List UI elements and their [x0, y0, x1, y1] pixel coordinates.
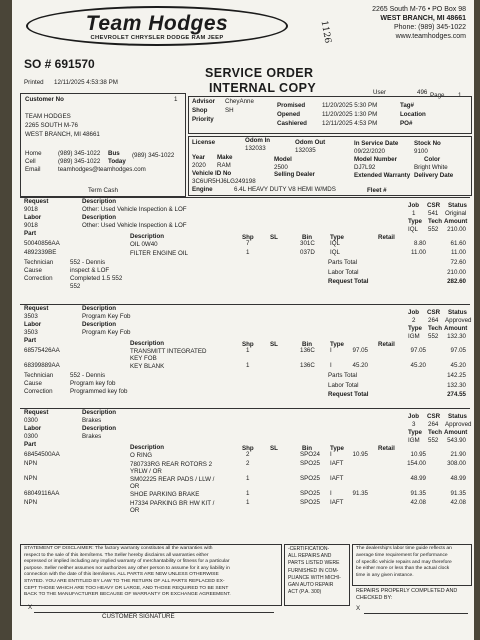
customer-city: WEST BRANCH, MI 48661 — [25, 131, 100, 138]
sl-label: SL — [270, 445, 278, 452]
certification-line: PARTS LISTED WERE — [288, 560, 340, 567]
labor-amount: 210.00 — [447, 226, 466, 233]
status-label: Status — [448, 413, 467, 420]
labor-description: Program Key Fob — [82, 329, 131, 336]
priority-label: Priority — [192, 116, 214, 123]
sl-label: SL — [270, 234, 278, 241]
labor-description-label: Description — [82, 321, 117, 328]
labor-amount: 543.90 — [447, 437, 466, 444]
csr-label: CSR — [427, 309, 441, 316]
part-shp: 2 — [246, 451, 250, 458]
bin-label: Bin — [302, 445, 312, 452]
part-type: I — [330, 347, 332, 354]
part-bin: SPO24 — [300, 451, 320, 458]
labor-code: 9018 — [24, 222, 38, 229]
parts-total: 72.60 — [450, 259, 466, 266]
part-bin: 136C — [300, 362, 315, 369]
retail-label: Retail — [378, 234, 395, 241]
bin-label: Bin — [302, 341, 312, 348]
part-ext: 154.00 — [407, 460, 426, 467]
part-number: NPN — [24, 475, 38, 482]
vin: 3C6UR5HJ6LG249198 — [192, 178, 256, 185]
technician-name: 552 - Dennis — [70, 372, 106, 379]
part-shp: 1 — [246, 490, 250, 497]
technician-label: Technician — [24, 259, 54, 266]
csr-number: 264 — [428, 421, 439, 428]
labor-notice-line: of specific vehicle repairs and may therefore — [356, 559, 452, 565]
certification-line: GAN AUTO REPAIR — [288, 582, 334, 588]
home-label: Home — [25, 150, 42, 157]
correction-text: Programmed key fob — [70, 388, 128, 395]
checked-by-line — [364, 613, 468, 614]
cause-text: inspect & LOF — [70, 267, 110, 274]
part-description: FILTER ENGINE OIL — [130, 250, 188, 257]
po-label: PO# — [400, 120, 413, 127]
csr-number: 264 — [428, 317, 439, 324]
part-number: 68399889AA — [24, 362, 60, 369]
correction-text-line2: 552 — [70, 283, 81, 290]
certification-line: PLIANCE WITH MICHI- — [288, 574, 341, 581]
job-number: 2 — [412, 317, 416, 324]
in-service-label: In Service Date — [354, 140, 399, 147]
part-bin: SPO25 — [300, 490, 320, 497]
labor-total: 132.30 — [447, 382, 466, 389]
internal-copy-title: INTERNAL COPY — [209, 81, 317, 95]
part-description: SHOE PARKING BRAKE — [130, 491, 200, 498]
part-ext: 97.05 — [410, 347, 426, 354]
part-bin: 301C — [300, 240, 315, 247]
disclaimer-line: expressed or implied including any implied warranty of merchantability or fitness for a particular — [24, 559, 230, 565]
labor-description-label: Description — [82, 214, 117, 221]
stock-number: 9100 — [414, 148, 428, 155]
email-label: Email — [25, 166, 41, 173]
cell-label: Cell — [25, 158, 36, 165]
parts-total: 142.25 — [447, 372, 466, 379]
tech-label: Tech — [428, 218, 442, 225]
location-label: Location — [400, 111, 426, 118]
odom-out: 132035 — [295, 147, 316, 154]
model-number-label: Model Number — [354, 156, 397, 163]
request-description: Other: Used Vehicle Inspection & LOF — [82, 206, 187, 213]
request-total-label: Request Total — [328, 278, 369, 285]
technician-label: Technician — [24, 372, 54, 379]
part-type: I — [330, 362, 332, 369]
user-number: 496 — [417, 89, 428, 96]
part-ext: 45.20 — [410, 362, 426, 369]
part-type-label: Type — [330, 234, 344, 241]
part-shp: 2 — [246, 460, 250, 467]
technician-name: 552 - Dennis — [70, 259, 106, 266]
part-type: IAFT — [330, 499, 344, 506]
request-label: Request — [24, 409, 49, 416]
vehicle-year: 2020 — [192, 162, 206, 169]
disclaimer-line: connection with the date of this item/items. ALL PARTS ARE NEW UNLESS OTHERWISE — [24, 572, 219, 578]
part-number: 50040856AA — [24, 240, 60, 247]
extended-warranty-label: Extended Warranty — [354, 172, 411, 179]
labor-tech: 552 — [428, 333, 439, 340]
labor-notice-line: time in any given instance. — [356, 573, 414, 579]
csr-label: CSR — [427, 202, 441, 209]
part-description-label: Description — [130, 233, 165, 240]
part-shp: 1 — [246, 347, 250, 354]
printed-date: 12/11/2025 4:53:38 PM — [54, 79, 118, 86]
part-retail: 91.35 — [352, 490, 368, 497]
disclaimer-line: BACK TO THE MANUFACTURER BECAUSE OF WARRANTY OR EXCHANGE AGREEMENT. — [24, 592, 231, 598]
customer-number: 1 — [174, 96, 178, 103]
part-retail: 45.20 — [352, 362, 368, 369]
labor-label: Labor — [24, 214, 42, 221]
status-label: Status — [448, 202, 467, 209]
request-code: 9018 — [24, 206, 38, 213]
amount-label: Amount — [444, 218, 468, 225]
part-bin: SPO25 — [300, 475, 320, 482]
customer-term: Term Cash — [88, 187, 118, 194]
vin-label: Vehicle ID No — [192, 170, 232, 177]
license-label: License — [192, 139, 216, 146]
labor-tech: 552 — [428, 437, 439, 444]
part-bin: SPO25 — [300, 499, 320, 506]
part-retail: 10.95 — [352, 451, 368, 458]
part-description-label: Description — [130, 340, 165, 347]
part-type-label: Type — [330, 341, 344, 348]
page-label: Page — [430, 92, 445, 99]
request-total: 282.60 — [447, 278, 466, 285]
today-label: Today — [108, 158, 126, 165]
tech-label: Tech — [428, 429, 442, 436]
job-number: 1 — [412, 210, 416, 217]
dealer-phone: Phone: (989) 345-1022 — [394, 24, 466, 31]
bus-phone: (989) 345-1022 — [132, 152, 175, 159]
correction-text: Completed 1.5 552 — [70, 275, 123, 282]
certification-line: ACT (P.A. 300) — [288, 589, 322, 596]
job-label: Job — [408, 413, 420, 420]
labor-notice-line: be either more or less than the actual clock — [356, 566, 450, 572]
part-number: NPN — [24, 460, 38, 467]
model-label: Model — [274, 156, 292, 163]
promised-label: Promised — [277, 102, 306, 109]
type-label: Type — [408, 325, 422, 332]
cell-phone: (989) 345-1022 — [58, 158, 101, 165]
shp-label: Shp — [242, 234, 254, 241]
labor-description-label: Description — [82, 425, 117, 432]
model-number: DJ7L92 — [354, 164, 376, 171]
certification-line: ALL REPAIRS AND — [288, 553, 332, 560]
opened-date: 11/20/2025 1:30 PM — [322, 111, 378, 118]
part-ext: 11.00 — [410, 249, 426, 256]
part-description: KEY BLANK — [130, 363, 165, 370]
dealer-city: WEST BRANCH, MI 48661 — [380, 15, 466, 22]
user-label: User — [373, 89, 387, 96]
opened-label: Opened — [277, 111, 301, 118]
advisor-name: CheyAnne — [225, 98, 254, 105]
tag-label: Tag# — [400, 102, 414, 109]
part-ext: 8.80 — [413, 240, 426, 247]
dealer-logo — [26, 6, 288, 46]
type-label: Type — [408, 218, 422, 225]
job-status: Approved — [445, 317, 472, 324]
part-shp: 1 — [246, 499, 250, 506]
job-label: Job — [408, 309, 420, 316]
part-ext: 48.99 — [410, 475, 426, 482]
delivery-date-label: Delivery Date — [414, 172, 454, 179]
cashiered-date: 12/11/2025 4:53 PM — [322, 120, 378, 127]
fleet-label: Fleet # — [367, 187, 387, 194]
engine-description: 6.4L HEAVY DUTY V8 HEMI W/MDS — [234, 186, 336, 193]
dealer-website: www.teamhodges.com — [395, 33, 466, 40]
stock-label: Stock No — [414, 140, 441, 147]
part-bin: SPO25 — [300, 460, 320, 467]
service-order-sheet — [12, 0, 474, 640]
part-ext: 91.35 — [410, 490, 426, 497]
vehicle-model: 2500 — [274, 164, 288, 171]
part-type: I — [330, 490, 332, 497]
labor-label: Labor — [24, 321, 42, 328]
part-type-label: Type — [330, 445, 344, 452]
part-ext: 42.08 — [410, 499, 426, 506]
shop-label: Shop — [192, 107, 208, 114]
part-number: NPN — [24, 499, 38, 506]
part-amount: 308.00 — [447, 460, 466, 467]
request-description-label: Description — [82, 409, 117, 416]
part-description: OIL 0W40 — [130, 241, 158, 248]
amount-label: Amount — [444, 429, 468, 436]
part-description: H7334 PARKING BR HW KIT / OR — [130, 500, 215, 515]
part-description: TRANSMITT INTEGRATED KEY FOB — [130, 348, 207, 363]
labor-tech: 552 — [428, 226, 439, 233]
year-label: Year — [192, 154, 206, 161]
cashiered-label: Cashiered — [277, 120, 307, 127]
job-label: Job — [408, 202, 420, 209]
retail-label: Retail — [378, 445, 395, 452]
part-description: SM02225 REAR PADS / LLW / OR — [130, 476, 215, 491]
request-description: Brakes — [82, 417, 102, 424]
part-amount: 11.00 — [450, 249, 466, 256]
in-service-date: 09/22/2020 — [354, 148, 385, 155]
part-retail: 97.05 — [352, 347, 368, 354]
promised-date: 11/20/2025 5:30 PM — [322, 102, 378, 109]
certification-line: FURNISHED IN COM- — [288, 567, 339, 574]
part-shp: 1 — [246, 249, 250, 256]
part-amount: 97.05 — [450, 347, 466, 354]
disclaimer-line: STATEMENT OF DISCLAIMER: The factory warranty constitutes all the warranties with — [24, 546, 213, 551]
part-shp: 1 — [246, 362, 250, 369]
checked-by-x: X — [356, 605, 361, 612]
customer-heading: Customer No — [25, 96, 64, 103]
amount-label: Amount — [444, 325, 468, 332]
bin-label: Bin — [302, 234, 312, 241]
printed-label: Printed — [24, 79, 44, 86]
part-amount: 91.35 — [450, 490, 466, 497]
checked-by-label: CHECKED BY: — [356, 595, 393, 601]
shop-value: SH — [225, 107, 234, 114]
part-label: Part — [24, 337, 37, 344]
csr-label: CSR — [427, 413, 441, 420]
engine-label: Engine — [192, 186, 213, 193]
dealer-address: 2265 South M-76 • PO Box 98 — [372, 6, 466, 13]
parts-total-label: Parts Total — [328, 259, 358, 266]
odom-in: 132033 — [245, 145, 266, 152]
dealer-logo-brands: CHEVROLET CHRYSLER DODGE RAM JEEP — [90, 35, 224, 41]
repairs-completed-label: REPAIRS PROPERLY COMPLETED AND — [356, 588, 458, 594]
part-bin: 136C — [300, 347, 315, 354]
cause-label: Cause — [24, 267, 42, 274]
dealer-logo-name: Team Hodges — [85, 12, 229, 35]
part-number: 4892339BE — [24, 249, 57, 256]
part-shp: 7 — [246, 240, 250, 247]
tech-label: Tech — [428, 325, 442, 332]
labor-type: IGM — [408, 437, 420, 444]
part-amount: 42.08 — [450, 499, 466, 506]
odom-out-label: Odom Out — [295, 139, 326, 146]
part-label: Part — [24, 230, 37, 237]
customer-signature-label: CUSTOMER SIGNATURE — [102, 613, 175, 620]
job-number: 3 — [412, 421, 416, 428]
part-type: IQL — [330, 240, 340, 247]
part-number: 68454500AA — [24, 451, 60, 458]
correction-label: Correction — [24, 388, 53, 395]
disclaimer-line: STATED. YOU ARE ENTITLED BY LAW TO THE RETURN OF ALL PARTS REPLACED EX- — [24, 579, 225, 584]
advisor-label: Advisor — [192, 98, 216, 105]
customer-box — [20, 93, 186, 197]
disclaimer-line: CEPT THOSE WHICH ARE TOO HEAVY OR LARGE, AND THOSE REQUIRED TO BE SENT — [24, 585, 229, 591]
color-label: Color — [424, 156, 441, 163]
odom-in-label: Odom In — [245, 137, 271, 144]
status-label: Status — [448, 309, 467, 316]
labor-amount: 132.30 — [447, 333, 466, 340]
part-description: O RING — [130, 452, 153, 459]
part-amount: 45.20 — [450, 362, 466, 369]
csr-number: 541 — [428, 210, 439, 217]
part-shp: 1 — [246, 475, 250, 482]
part-label: Part — [24, 441, 37, 448]
selling-dealer-label: Selling Dealer — [274, 171, 315, 178]
labor-notice-line: The dealership's labor time guide reflects an — [356, 546, 452, 551]
retail-label: Retail — [378, 341, 395, 348]
labor-code: 3503 — [24, 329, 38, 336]
request-description-label: Description — [82, 305, 117, 312]
part-number: 68049116AA — [24, 490, 60, 497]
cause-text: Program key fob — [70, 380, 116, 387]
part-type: I — [330, 451, 332, 458]
request-total: 274.55 — [447, 391, 466, 398]
correction-label: Correction — [24, 275, 53, 282]
labor-code: 0300 — [24, 433, 38, 440]
labor-notice-line: average time requirement for performance — [356, 552, 448, 558]
part-number: 68575426AA — [24, 347, 60, 354]
request-label: Request — [24, 198, 49, 205]
so-number: SO # 691570 — [24, 57, 95, 71]
customer-name: TEAM HODGES — [25, 113, 71, 120]
type-label: Type — [408, 429, 422, 436]
part-description-label: Description — [130, 444, 165, 451]
part-description: 780733RG REAR ROTORS 2 YRLW / OR — [130, 461, 213, 476]
job-status: Original — [445, 210, 467, 217]
part-bin: 037D — [300, 249, 315, 256]
request-code: 3503 — [24, 313, 38, 320]
request-label: Request — [24, 305, 49, 312]
labor-description: Other: Used Vehicle Inspection & LOF — [82, 222, 187, 229]
make-label: Make — [217, 154, 233, 161]
parts-total-label: Parts Total — [328, 372, 358, 379]
handwritten-note: 1126 — [318, 19, 333, 45]
part-type: IAFT — [330, 475, 344, 482]
page-number: 1 — [458, 92, 462, 99]
shp-label: Shp — [242, 445, 254, 452]
service-order-title: SERVICE ORDER — [205, 66, 314, 80]
request-total-label: Request Total — [328, 391, 369, 398]
bus-label: Bus — [108, 150, 120, 157]
part-amount: 21.90 — [450, 451, 466, 458]
labor-type: IGM — [408, 333, 420, 340]
sl-label: SL — [270, 341, 278, 348]
cause-label: Cause — [24, 380, 42, 387]
part-amount: 48.99 — [450, 475, 466, 482]
labor-total-label: Labor Total — [328, 269, 359, 276]
labor-total: 210.00 — [447, 269, 466, 276]
vehicle-make: RAM — [217, 162, 231, 169]
part-type: IQL — [330, 249, 340, 256]
part-ext: 10.95 — [410, 451, 426, 458]
labor-total-label: Labor Total — [328, 382, 359, 389]
request-description: Program Key Fob — [82, 313, 131, 320]
disclaimer-line: purpose. Seller neither assumes nor authorizes any other person to assume for it any liability in — [24, 565, 230, 571]
request-description-label: Description — [82, 198, 117, 205]
labor-description: Brakes — [82, 433, 102, 440]
shp-label: Shp — [242, 341, 254, 348]
vehicle-color: Bright White — [414, 164, 448, 171]
labor-label: Labor — [24, 425, 42, 432]
part-type: IAFT — [330, 460, 344, 467]
certification-line: -CERTIFICATION- — [288, 546, 330, 552]
signature-x: X — [28, 604, 33, 611]
request-code: 0300 — [24, 417, 38, 424]
customer-address: 2265 SOUTH M-76 — [25, 122, 78, 129]
customer-email: teamhodges@teamhodges.com — [58, 166, 146, 173]
part-amount: 61.60 — [450, 240, 466, 247]
labor-type: IQL — [408, 226, 418, 233]
home-phone: (989) 345-1022 — [58, 150, 101, 157]
job-status: Approved — [445, 421, 472, 428]
disclaimer-line: respect to the sale of this item/items. The Seller hereby disclaims all warranties either — [24, 552, 209, 558]
